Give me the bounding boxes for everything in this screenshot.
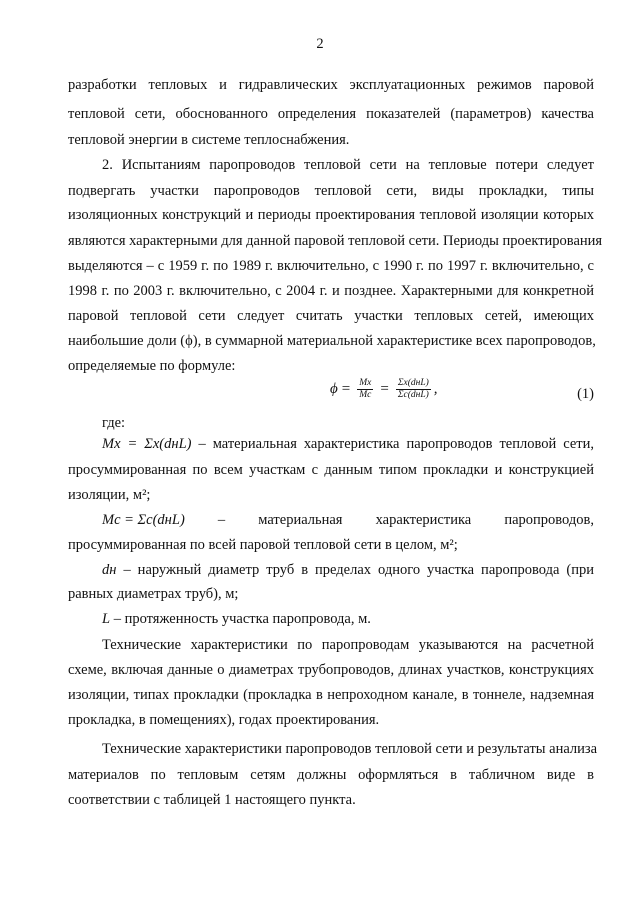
def-mc-line-1 (102, 511, 594, 529)
para4-line-2: материалов по тепловым сетям должны оформляться в табличном виде в (68, 767, 594, 783)
def-mc-word-1: материальная (258, 512, 343, 528)
formula-frac1-numerator: Mx (359, 378, 372, 388)
def-mc-word-3: паропроводов, (504, 512, 594, 528)
para2-line-7: паровой тепловой сети следует считать участки тепловых сетей, имеющих (68, 308, 594, 324)
def-dn-line-1 (102, 561, 594, 579)
def-mx-line-2: просуммированная по всем участкам с данным типом прокладки и конструкцией (68, 462, 594, 478)
para3-line-1: Технические характеристики по паропроводам указываются на расчетной (102, 637, 594, 653)
def-dn-text: – наружный диаметр труб в пределах одного участка паропровода (при (116, 562, 594, 578)
formula-frac2-numerator: Σx(dнL) (397, 378, 429, 388)
page-number: 2 (316, 36, 324, 52)
para3-line-2: схеме, включая данные о диаметрах трубопроводов, длинах участков, конструкциях (68, 662, 594, 678)
para2-line-9: определяемые по формуле: (68, 358, 236, 374)
def-l-text: – протяженность участка паропровода, м. (110, 611, 371, 627)
formula (330, 378, 438, 401)
formula-equals-1: = (341, 381, 351, 397)
formula-fraction-2 (396, 378, 431, 401)
para2-line-3: изоляционных конструкций и периоды проектирования тепловой изоляции которых (68, 207, 594, 223)
def-l-line-1 (102, 610, 594, 628)
def-mc-line-2: просуммированная по всей паровой тепловой сети в целом, м²; (68, 537, 458, 553)
where-label: где: (102, 415, 126, 431)
para3-line-3: изоляции, типах прокладки (прокладка в непроходном канале, в тоннеле, надземная (68, 687, 594, 703)
formula-lhs: ϕ (330, 381, 338, 397)
para2-line-6: 1998 г. по 2003 г. включительно, с 2004 г. и позднее. Характерными для конкретной (68, 283, 594, 299)
formula-frac2-denominator: Σc(dнL) (397, 390, 429, 400)
equation-number: (1) (577, 386, 594, 402)
def-mx-symbol: Mx = Σx(dнL) (102, 436, 192, 452)
def-mc-word-2: характеристика (375, 512, 472, 528)
para1-line-1: разработки тепловых и гидравлических эксплуатационных режимов паровой (68, 77, 594, 93)
para2-line-1: 2. Испытаниям паропроводов тепловой сети на тепловые потери следует (102, 157, 594, 173)
def-mx-line-3: изоляции, м²; (68, 487, 151, 503)
para2-line-2: подвергать участки паропроводов тепловой сети, виды прокладки, типы (68, 183, 594, 199)
def-mc-dash: – (217, 512, 226, 528)
para4-line-1: Технические характеристики паропроводов тепловой сети и результаты анализа (102, 741, 598, 757)
def-l-symbol: L (102, 611, 111, 627)
def-dn-line-2: равных диаметрах труб), м; (68, 586, 239, 602)
formula-comma: , (433, 381, 438, 397)
formula-row (68, 378, 594, 414)
para4-line-3: соответствии с таблицей 1 настоящего пункта. (68, 792, 356, 808)
def-mc-symbol: Mc = Σc(dнL) (102, 512, 185, 528)
formula-equals-2: = (380, 381, 389, 397)
para2-line-8: наибольшие доли (ϕ), в суммарной материальной характеристике всех паропроводов, (68, 333, 596, 349)
formula-fraction-1 (357, 378, 373, 401)
para2-line-5: выделяются – с 1959 г. по 1989 г. включительно, с 1990 г. по 1997 г. включительно, с (68, 258, 594, 274)
para1-line-2: тепловой сети, обоснованного определения показателей (параметров) качества (68, 106, 594, 122)
def-mx-text: – материальная характеристика паропроводов тепловой сети, (191, 436, 594, 452)
para3-line-4: прокладка, в помещениях), годах проектирования. (68, 712, 380, 728)
para1-line-3: тепловой энергии в системе теплоснабжения. (68, 132, 350, 148)
formula-frac1-denominator: Mc (359, 390, 372, 400)
para2-line-4: являются характерными для данной паровой тепловой сети. Периоды проектирования (68, 233, 603, 249)
def-mx-line-1 (102, 435, 594, 453)
def-dn-symbol: dн (102, 562, 117, 578)
